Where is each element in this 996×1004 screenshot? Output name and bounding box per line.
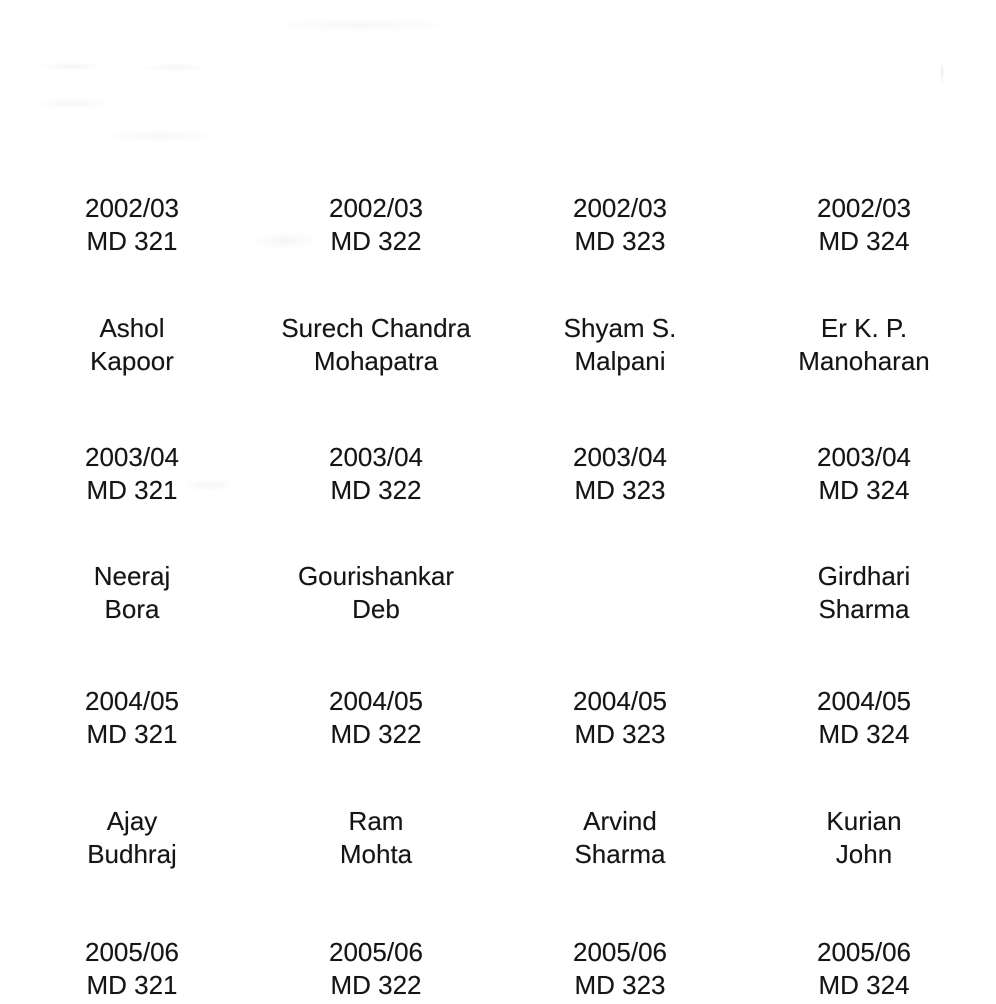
term-year: 2003/04	[85, 442, 179, 472]
name-cell	[742, 312, 986, 378]
term-year: 2002/03	[85, 193, 179, 223]
term-year: 2005/06	[817, 937, 911, 967]
name-cell-vacant	[498, 560, 742, 626]
name-cell	[742, 805, 986, 871]
scan-artifact	[30, 98, 115, 109]
name-row-2002-03	[10, 312, 986, 378]
term-cell-md-323	[498, 192, 742, 258]
scan-artifact	[138, 63, 213, 72]
term-cell-md-324	[742, 192, 986, 258]
name-cell	[254, 560, 498, 626]
term-year: 2004/05	[329, 686, 423, 716]
term-cell-md-324	[742, 685, 986, 751]
district-code: MD 322	[330, 226, 422, 256]
name-cell	[10, 560, 254, 626]
officer-last-name: Manoharan	[798, 346, 930, 376]
officer-first-name: Ram	[348, 806, 404, 836]
term-cell-md-323	[498, 936, 742, 1002]
term-year: 2003/04	[817, 442, 911, 472]
term-row-2002-03	[10, 192, 986, 258]
scan-artifact	[100, 130, 220, 142]
officer-last-name: Mohta	[339, 839, 413, 869]
term-year: 2004/05	[817, 686, 911, 716]
officer-last-name: Bora	[104, 594, 160, 624]
officer-first-name: Ajay	[106, 806, 158, 836]
name-cell	[10, 805, 254, 871]
name-cell	[742, 560, 986, 626]
term-cell-md-324	[742, 441, 986, 507]
term-year: 2002/03	[817, 193, 911, 223]
officer-last-name: Mohapatra	[313, 346, 439, 376]
district-code: MD 323	[574, 226, 666, 256]
scan-artifact	[940, 60, 944, 86]
term-cell-md-321	[10, 192, 254, 258]
officer-first-name: Girdhari	[817, 561, 911, 591]
term-cell-md-323	[498, 685, 742, 751]
name-cell	[254, 805, 498, 871]
officer-first-name: Ashol	[99, 313, 165, 343]
term-year: 2005/06	[85, 937, 179, 967]
term-cell-md-321	[10, 441, 254, 507]
officer-first-name: Shyam S.	[563, 313, 677, 343]
name-cell	[498, 805, 742, 871]
officer-last-name: John	[835, 839, 893, 869]
district-code: MD 321	[86, 970, 178, 1000]
officer-last-name: Sharma	[574, 839, 666, 869]
district-code: MD 323	[574, 475, 666, 505]
name-row-2004-05	[10, 805, 986, 871]
name-cell	[498, 312, 742, 378]
district-code: MD 321	[86, 475, 178, 505]
term-row-2005-06	[10, 936, 986, 1002]
district-code: MD 321	[86, 719, 178, 749]
scan-artifact	[36, 62, 106, 71]
officer-first-name: Er K. P.	[820, 313, 908, 343]
district-code: MD 323	[574, 719, 666, 749]
name-cell	[10, 312, 254, 378]
officer-last-name: Kapoor	[90, 346, 174, 376]
district-code: MD 322	[330, 970, 422, 1000]
term-year: 2004/05	[85, 686, 179, 716]
term-year: 2004/05	[573, 686, 667, 716]
officer-first-name: Kurian	[826, 806, 902, 836]
officer-first-name: Surech Chandra	[281, 313, 471, 343]
term-year: 2005/06	[329, 937, 423, 967]
term-cell-md-321	[10, 685, 254, 751]
term-year: 2002/03	[329, 193, 423, 223]
district-code: MD 324	[818, 226, 910, 256]
term-year: 2005/06	[573, 937, 667, 967]
district-code: MD 324	[818, 970, 910, 1000]
district-code: MD 321	[86, 226, 178, 256]
district-code: MD 322	[330, 475, 422, 505]
officer-first-name: Arvind	[583, 806, 657, 836]
term-year: 2003/04	[329, 442, 423, 472]
term-cell-md-321	[10, 936, 254, 1002]
officer-last-name: Sharma	[818, 594, 910, 624]
term-cell-md-324	[742, 936, 986, 1002]
scan-artifact	[268, 18, 453, 32]
term-row-2004-05	[10, 685, 986, 751]
name-row-2003-04	[10, 560, 986, 626]
term-cell-md-323	[498, 441, 742, 507]
term-year: 2003/04	[573, 442, 667, 472]
officer-last-name: Deb	[352, 594, 400, 624]
district-code: MD 324	[818, 475, 910, 505]
officer-first-name: Neeraj	[93, 561, 171, 591]
officer-last-name: Budhraj	[87, 839, 177, 869]
name-cell	[254, 312, 498, 378]
district-code: MD 323	[574, 970, 666, 1000]
officer-first-name: Gourishankar	[297, 561, 455, 591]
district-code: MD 324	[818, 719, 910, 749]
term-cell-md-322	[254, 936, 498, 1002]
term-year: 2002/03	[573, 193, 667, 223]
term-cell-md-322	[254, 441, 498, 507]
officer-last-name: Malpani	[574, 346, 666, 376]
district-code: MD 322	[330, 719, 422, 749]
term-row-2003-04	[10, 441, 986, 507]
term-cell-md-322	[254, 192, 498, 258]
term-cell-md-322	[254, 685, 498, 751]
